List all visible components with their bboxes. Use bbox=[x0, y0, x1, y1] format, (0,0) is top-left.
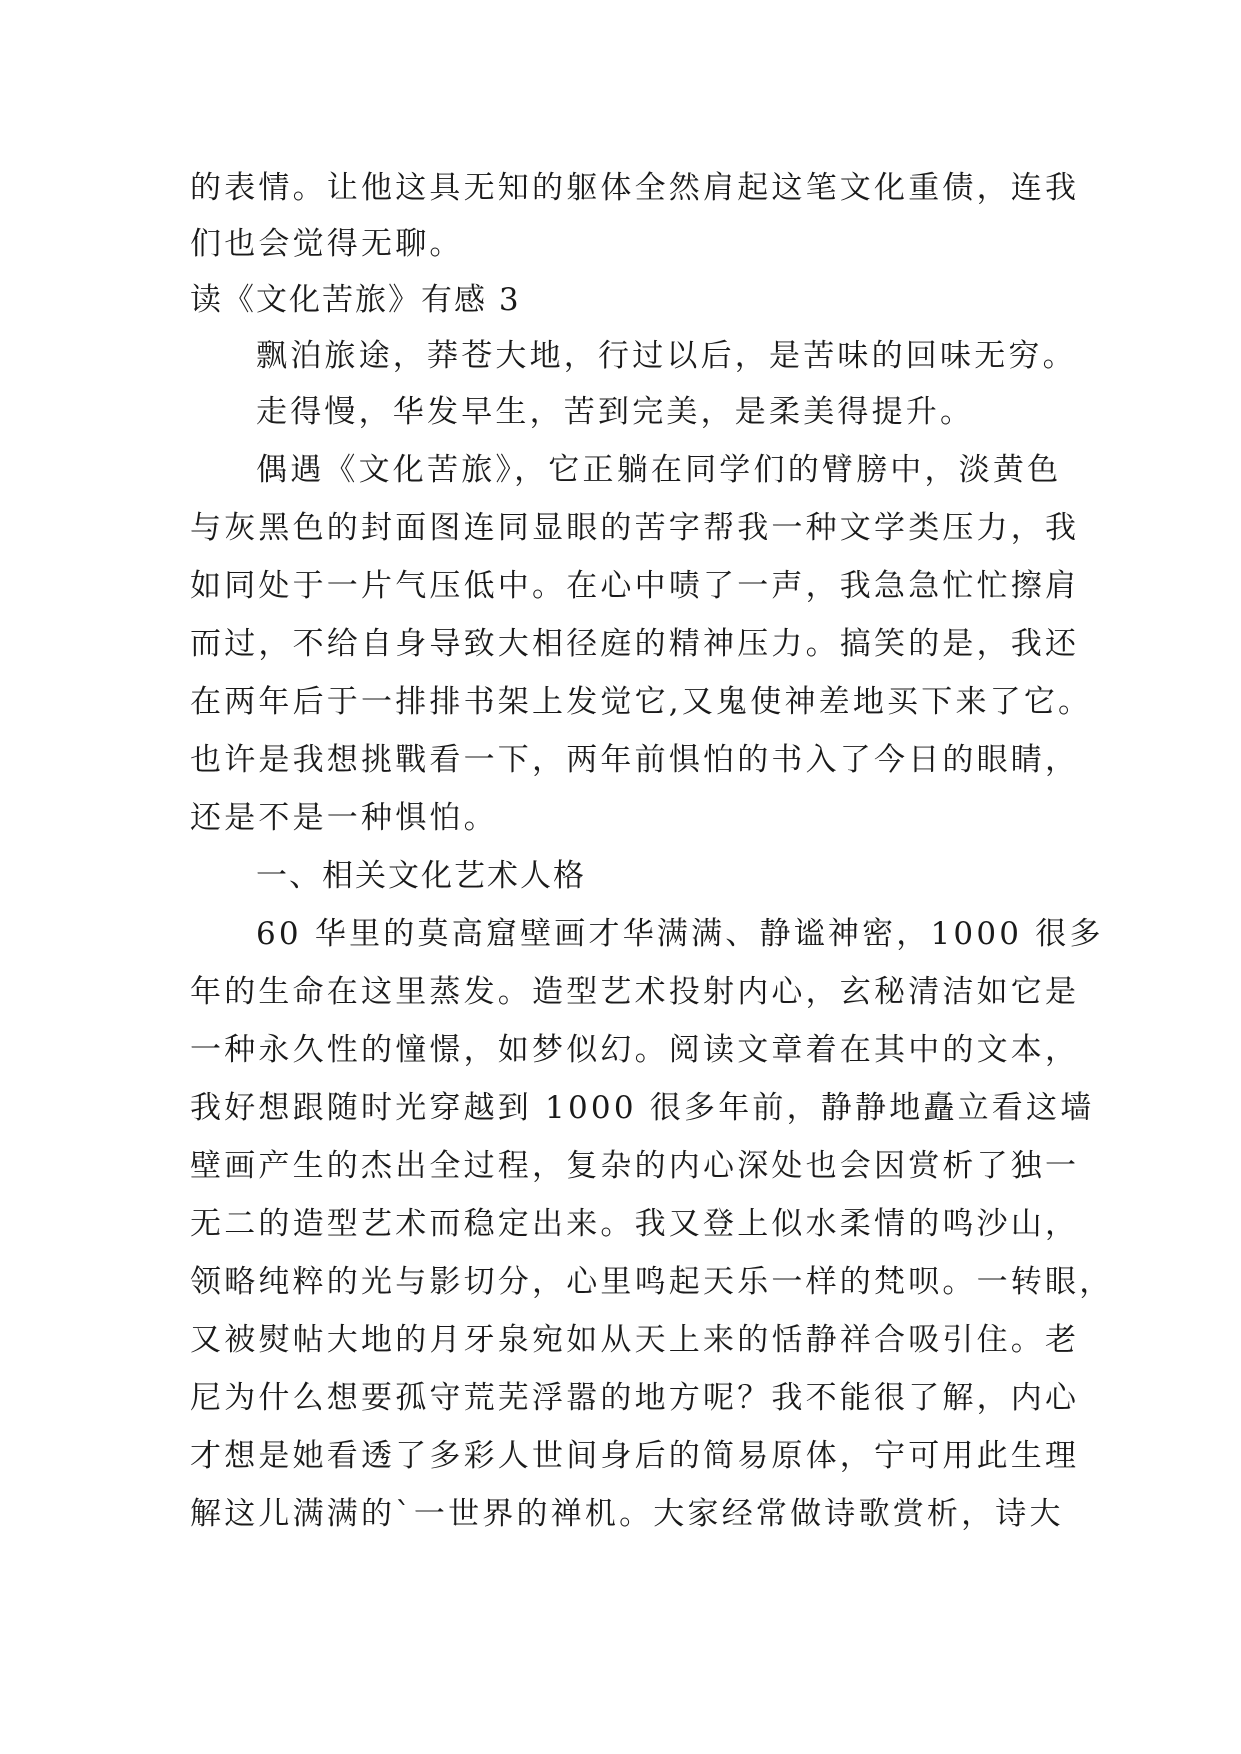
paragraph-line: 60 华里的莫高窟壁画才华满满、静谧神密，1000 很多 bbox=[256, 916, 1104, 952]
text-line: 才想是她看透了多彩人世间身后的简易原体，宁可用此生理 bbox=[190, 1438, 1080, 1474]
paragraph-line: 飘泊旅途，莽苍大地，行过以后，是苦味的回味无穷。 bbox=[256, 338, 1077, 374]
paragraph-line: 走得慢，华发早生，苦到完美，是柔美得提升。 bbox=[256, 394, 975, 430]
text-line: 而过，不给自身导致大相径庭的精神压力。搞笑的是，我还 bbox=[190, 626, 1080, 662]
text-line: 我好想跟随时光穿越到 1000 很多年前，静静地矗立看这墙 bbox=[190, 1090, 1095, 1126]
text-line: 解这儿满满的`一世界的禅机。大家经常做诗歌赏析，诗大 bbox=[190, 1496, 1064, 1532]
text-line: 无二的造型艺术而稳定出来。我又登上似水柔情的鸣沙山， bbox=[190, 1206, 1080, 1242]
text-line: 如同处于一片气压低中。在心中啧了一声，我急急忙忙擦肩 bbox=[190, 568, 1080, 604]
text-line: 也许是我想挑戰看一下，两年前惧怕的书入了今日的眼睛， bbox=[190, 742, 1080, 778]
paragraph-line: 偶遇《文化苦旅》，它正躺在同学们的臂膀中，淡黄色 bbox=[256, 452, 1062, 488]
text-line: 与灰黑色的封面图连同显眼的苦字帮我一种文学类压力，我 bbox=[190, 510, 1080, 546]
section-title: 读《文化苦旅》有感 3 bbox=[190, 282, 521, 318]
text-line: 还是不是一种惧怕。 bbox=[190, 800, 498, 836]
text-line: 壁画产生的杰出全过程，复杂的内心深处也会因赏析了独一 bbox=[190, 1148, 1080, 1184]
text-line: 的表情。让他这具无知的躯体全然肩起这笔文化重债，连我 bbox=[190, 170, 1080, 206]
text-line: 在两年后于一排排书架上发觉它,又鬼使神差地买下来了它。 bbox=[190, 684, 1093, 720]
text-line: 一种永久性的憧憬，如梦似幻。阅读文章着在其中的文本， bbox=[190, 1032, 1080, 1068]
subsection-heading: 一、相关文化艺术人格 bbox=[256, 858, 586, 894]
text-line: 年的生命在这里蒸发。造型艺术投射内心，玄秘清洁如它是 bbox=[190, 974, 1080, 1010]
text-line: 们也会觉得无聊。 bbox=[190, 226, 464, 262]
text-line: 领略纯粹的光与影切分，心里鸣起天乐一样的梵呗。一转眼， bbox=[190, 1264, 1114, 1300]
text-line: 尼为什么想要孤守荒芜浮嚣的地方呢？我不能很了解，内心 bbox=[190, 1380, 1080, 1416]
text-line: 又被熨帖大地的月牙泉宛如从天上来的恬静祥合吸引住。老 bbox=[190, 1322, 1080, 1358]
